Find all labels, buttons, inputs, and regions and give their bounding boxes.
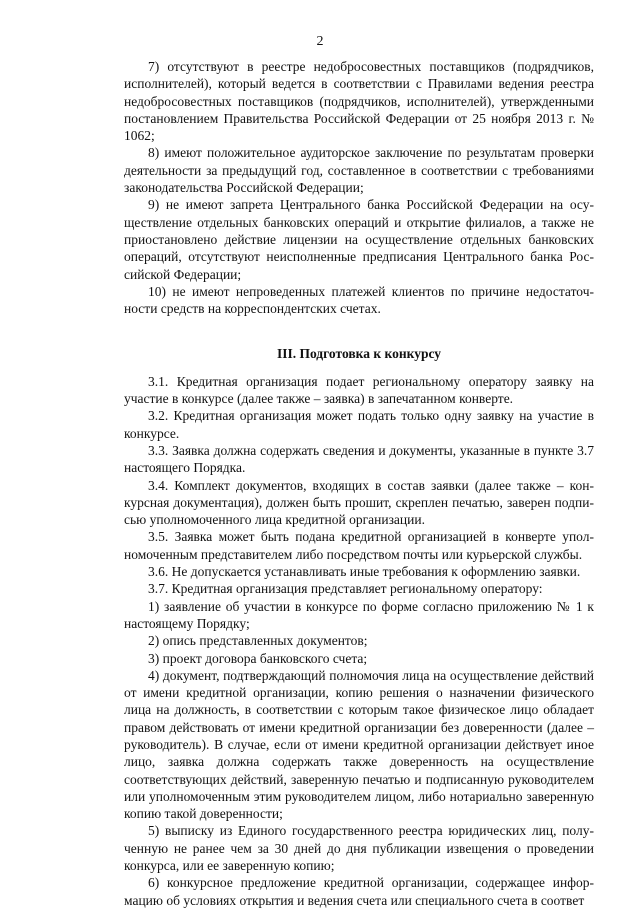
clause-3-7-item-5: 5) выписку из Единого государственного реестра юридических лиц, полученную не ранее чем за 30 дней до дня публикации извещения о проведении конкурса, или ее заверенную копию; xyxy=(124,823,594,874)
list-item-7: 7) отсутствуют в реестре недобросовестных поставщиков (подрядчиков, исполнителей), который ведется в соответствии с Правилами ведения реестра недобросовестных поставщиков (подрядчиков, исполнителей), утвержденными постановлением Правительства Российской Федерации от 25 ноября 2013 г. № 1062; xyxy=(124,59,594,144)
clause-3-6: 3.6. Не допускается устанавливать иные требования к оформлению заявки. xyxy=(148,564,581,580)
document-body xyxy=(124,58,594,909)
clause-3-7: 3.7. Кредитная организация представляет региональному оператору: xyxy=(148,581,543,597)
clause-3-7-item-2: 2) опись представленных документов; xyxy=(148,633,368,649)
clause-3-7-item-3: 3) проект договора банковского счета; xyxy=(148,650,368,666)
list-item-9: 9) не имеют запрета Центрального банка Российской Федерации на осуществление отдельных банковских операций и открытие филиалов, а также не приостановлено действие лицензии на осуществление отдельных банковских операций, отсутствуют неисполненные предписания Центрального банка Российской Федерации; xyxy=(124,197,594,282)
section-spacer xyxy=(124,317,594,332)
list-item-8: 8) имеют положительное аудиторское заключение по результатам проверки деятельности за предыдущий год, составленное в соответствии с требованиями законодательства Российской Федерации; xyxy=(124,145,594,196)
clause-3-3: 3.3. Заявка должна содержать сведения и документы, указанные в пункте 3.7 настоящего Порядка. xyxy=(124,442,594,476)
clause-3-7-item-4: 4) документ, подтверждающий полномочия лица на осуществление действий от имени кредитной организации, копию решения о назначении физического лица на должность, в соответствии с которым такое физическое лицо обладает правом действовать от имени кредитной организации без доверенности (далее – руководитель). В случае, если от имени кредитной организации действует иное лицо, заявка должна содержать также доверенность на осуществление соответствующих действий, заверенную печатью и подписанную руководителем или уполномоченным этим руководителем лицом, либо нотариально заверенную копию такой доверенности; xyxy=(124,667,594,822)
clause-3-1: 3.1. Кредитная организация подает региональному оператору заявку на участие в конкурсе (далее также – заявка) в запечатанном конверте. xyxy=(124,373,594,407)
clause-3-7-item-1: 1) заявление об участии в конкурсе по форме согласно приложению № 1 к настоящему Порядку; xyxy=(124,598,594,631)
clause-3-4: 3.4. Комплект документов, входящих в состав заявки (далее также – конкурсная документация), должен быть прошит, скреплен печатью, заверен подписью уполномоченного лица кредитной организации. xyxy=(124,477,594,528)
section-heading: III. Подготовка к конкурсу xyxy=(276,346,442,362)
clause-3-7-item-6: 6) конкурсное предложение кредитной организации, содержащее информацию об условиях открытия и ведения счета или специального счета в соответ xyxy=(124,875,594,908)
clause-3-2: 3.2. Кредитная организация может подать только одну заявку на участие в конкурсе. xyxy=(124,408,594,441)
page-number: 2 xyxy=(316,34,324,49)
clause-3-5: 3.5. Заявка может быть подана кредитной организацией в конверте уполномоченным представителем либо посредством почты или курьерской службы. xyxy=(124,529,594,562)
list-item-10: 10) не имеют непроведенных платежей клиентов по причине недостаточности средств на корреспондентских счетах. xyxy=(124,283,594,317)
